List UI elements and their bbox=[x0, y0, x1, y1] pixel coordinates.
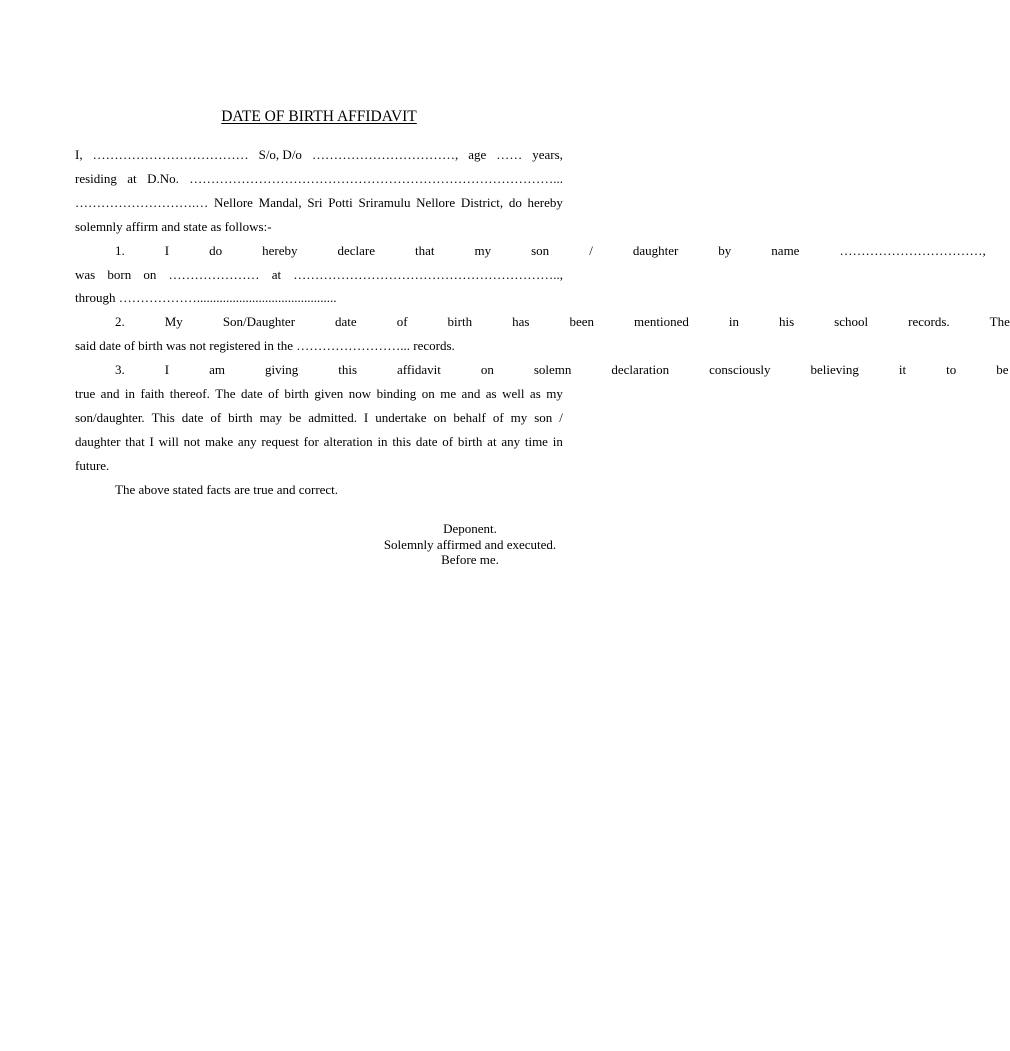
word: be bbox=[996, 362, 1009, 378]
clause-2-line-2: said date of birth was not registered in the ……………………... records. bbox=[75, 338, 455, 354]
word: this bbox=[338, 362, 358, 378]
word: residing bbox=[75, 170, 117, 186]
word: Son/Daughter bbox=[222, 314, 296, 330]
word: Sriramulu bbox=[358, 194, 411, 210]
word: / bbox=[589, 242, 593, 258]
word: on bbox=[480, 362, 494, 378]
word: me bbox=[440, 386, 457, 402]
word: date bbox=[335, 314, 357, 330]
word: ………………… bbox=[168, 266, 260, 282]
word: faith bbox=[140, 386, 165, 402]
word: school bbox=[834, 314, 869, 330]
word: my bbox=[546, 386, 563, 402]
word: his bbox=[779, 314, 795, 330]
clause-1-line-1 bbox=[75, 239, 986, 263]
word: behalf bbox=[453, 409, 486, 425]
word: was bbox=[75, 266, 96, 282]
before-me-label: Before me. bbox=[441, 552, 499, 567]
word: ……………………….… bbox=[75, 194, 209, 210]
word: thereof. bbox=[169, 386, 210, 402]
word: name bbox=[771, 242, 800, 258]
word: admitted. bbox=[308, 409, 357, 425]
word: born bbox=[107, 266, 132, 282]
word: any bbox=[501, 433, 521, 449]
word: Nellore bbox=[213, 194, 253, 210]
word: 3. bbox=[115, 362, 125, 378]
word: been bbox=[569, 314, 594, 330]
word: binding bbox=[376, 386, 417, 402]
word: …………………………………………………………………………... bbox=[189, 170, 563, 186]
word: ……………………………, bbox=[311, 147, 459, 162]
word: of bbox=[210, 409, 222, 425]
word: now bbox=[348, 386, 372, 402]
closing-statement: The above stated facts are true and correct. bbox=[115, 481, 339, 497]
word: any bbox=[237, 433, 257, 449]
word: I bbox=[363, 409, 369, 425]
word: make bbox=[204, 433, 234, 449]
word: may bbox=[259, 409, 283, 425]
word: 1. bbox=[115, 242, 125, 258]
word: daughter bbox=[75, 433, 121, 449]
word: records. bbox=[908, 314, 950, 330]
word: Nellore bbox=[416, 194, 456, 210]
word: consciously bbox=[709, 362, 771, 378]
word: …………………………………………………….., bbox=[293, 266, 563, 282]
word: Mandal, bbox=[258, 194, 302, 210]
word: …… bbox=[496, 147, 523, 162]
word: The bbox=[989, 314, 1010, 330]
clause-3-line-3 bbox=[75, 406, 563, 430]
word: of bbox=[268, 386, 279, 402]
word: I bbox=[164, 362, 170, 378]
clause-3-line-5: future. bbox=[75, 457, 110, 473]
word: do bbox=[209, 242, 223, 258]
word: at bbox=[487, 433, 497, 449]
word: do bbox=[508, 194, 522, 210]
word: that bbox=[415, 242, 435, 258]
word: ……………………………… bbox=[92, 147, 249, 162]
word: I bbox=[149, 433, 154, 449]
word: S/o, D/o bbox=[258, 147, 302, 162]
word: son bbox=[534, 409, 553, 425]
intro-line-2 bbox=[75, 167, 563, 191]
word: in bbox=[728, 314, 739, 330]
clause-3-line-1 bbox=[75, 358, 1009, 382]
word: as bbox=[485, 386, 497, 402]
word: given bbox=[314, 386, 344, 402]
word: of bbox=[396, 314, 408, 330]
word: not bbox=[183, 433, 201, 449]
word: that bbox=[125, 433, 145, 449]
word: of bbox=[492, 409, 504, 425]
deponent-label: Deponent. bbox=[443, 521, 497, 536]
word: son bbox=[531, 242, 550, 258]
word: be bbox=[288, 409, 302, 425]
word: hereby bbox=[262, 242, 298, 258]
word: / bbox=[559, 409, 563, 425]
word: will bbox=[158, 433, 179, 449]
word: birth bbox=[457, 433, 483, 449]
word: at bbox=[127, 170, 137, 186]
word: son/daughter. bbox=[75, 409, 145, 425]
clause-1-line-3: through ………………........................................... bbox=[75, 290, 337, 306]
word: time bbox=[524, 433, 548, 449]
intro-line-4: solemnly affirm and state as follows:- bbox=[75, 218, 272, 234]
word: request bbox=[261, 433, 299, 449]
clause-3-line-4 bbox=[75, 430, 563, 454]
word: The bbox=[215, 386, 236, 402]
word: at bbox=[271, 266, 282, 282]
word: birth bbox=[284, 386, 309, 402]
word: true bbox=[75, 386, 96, 402]
word: date bbox=[415, 433, 438, 449]
signature-block bbox=[370, 521, 570, 568]
word: in bbox=[124, 386, 136, 402]
word: declare bbox=[337, 242, 375, 258]
affidavit-body bbox=[75, 143, 1010, 502]
word: date bbox=[181, 409, 204, 425]
word: mentioned bbox=[633, 314, 689, 330]
word: to bbox=[946, 362, 957, 378]
word: and bbox=[461, 386, 481, 402]
clause-2-line-1 bbox=[75, 310, 1010, 334]
word: Potti bbox=[328, 194, 353, 210]
word: undertake bbox=[375, 409, 427, 425]
word: has bbox=[512, 314, 530, 330]
affirmed-label: Solemnly affirmed and executed. bbox=[383, 536, 557, 552]
word: daughter bbox=[632, 242, 679, 258]
intro-line-1 bbox=[75, 143, 563, 167]
word: my bbox=[510, 409, 528, 425]
word: ……………………………, bbox=[839, 242, 986, 258]
word: alteration bbox=[323, 433, 373, 449]
word: giving bbox=[264, 362, 299, 378]
word: and bbox=[100, 386, 120, 402]
word: Sri bbox=[307, 194, 323, 210]
word: age bbox=[468, 147, 487, 162]
word: This bbox=[151, 409, 175, 425]
word: this bbox=[392, 433, 412, 449]
word: my bbox=[474, 242, 492, 258]
word: solemn bbox=[533, 362, 572, 378]
word: D.No. bbox=[147, 170, 179, 186]
word: date bbox=[240, 386, 263, 402]
word: in bbox=[377, 433, 388, 449]
intro-line-3 bbox=[75, 191, 563, 215]
word: birth bbox=[228, 409, 253, 425]
word: am bbox=[209, 362, 225, 378]
word: for bbox=[303, 433, 319, 449]
word: it bbox=[898, 362, 907, 378]
word: declaration bbox=[611, 362, 670, 378]
word: as bbox=[529, 386, 541, 402]
word: believing bbox=[810, 362, 859, 378]
word: I bbox=[164, 242, 170, 258]
word: 2. bbox=[115, 314, 125, 330]
clause-3-line-2 bbox=[75, 382, 563, 406]
word: of bbox=[442, 433, 454, 449]
word: District, bbox=[460, 194, 504, 210]
word: affidavit bbox=[397, 362, 441, 378]
word: years, bbox=[532, 147, 563, 162]
word: hereby bbox=[527, 194, 563, 210]
word: My bbox=[164, 314, 183, 330]
word: on bbox=[143, 266, 157, 282]
word: well bbox=[502, 386, 525, 402]
word: on bbox=[433, 409, 447, 425]
word: birth bbox=[447, 314, 473, 330]
word: I, bbox=[75, 147, 83, 162]
clause-1-line-2 bbox=[75, 263, 563, 287]
word: on bbox=[421, 386, 435, 402]
word: by bbox=[718, 242, 732, 258]
word: in bbox=[552, 433, 563, 449]
document-title: DATE OF BIRTH AFFIDAVIT bbox=[221, 108, 417, 125]
